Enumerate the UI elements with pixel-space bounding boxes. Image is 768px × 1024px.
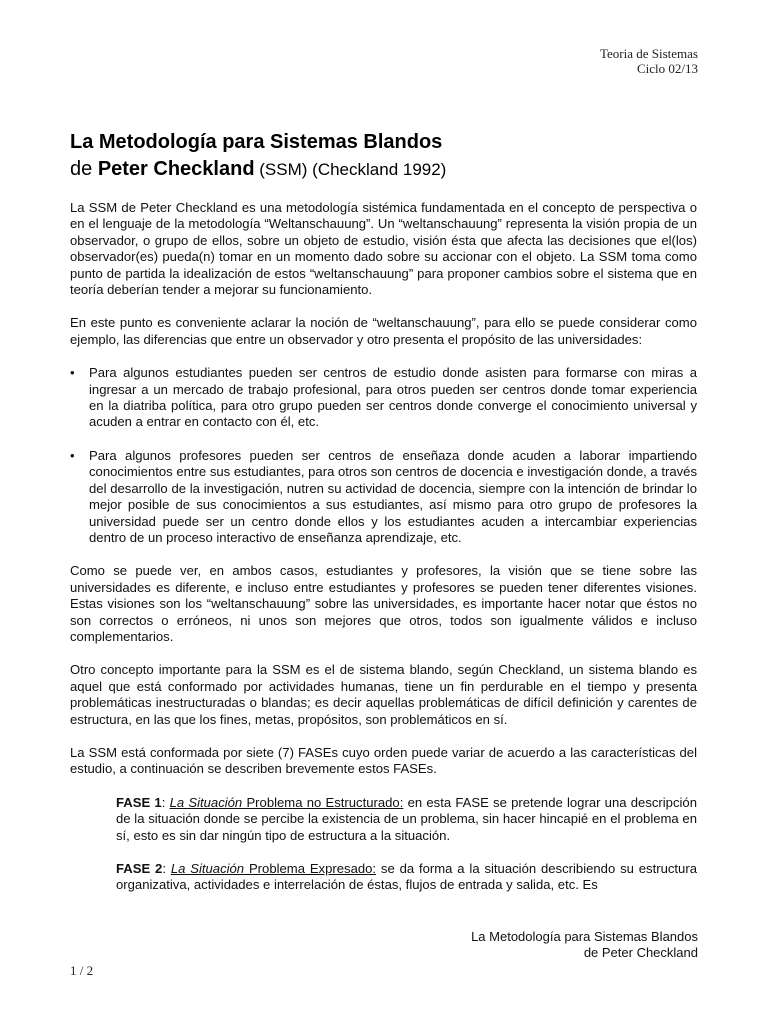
phase-name: Problema no Estructurado: — [242, 794, 404, 810]
phase-label: FASE 1 — [116, 794, 162, 810]
footer-title-line2: de Peter Checkland — [583, 945, 698, 960]
running-header — [600, 46, 698, 76]
title-subline — [70, 156, 710, 183]
phase-text: se da forma a la situación describiendo su estructura organizativa, actividades e interrelación de éstas, flujos de entrada y salida, etc. Es — [116, 861, 697, 893]
bullet-icon: • — [70, 447, 75, 463]
running-footer — [471, 929, 698, 961]
phase-separator: : — [161, 794, 170, 810]
document-title — [70, 129, 710, 183]
phase-separator: : — [162, 861, 171, 876]
title-suffix: (SSM) (Checkland 1992) — [254, 160, 447, 179]
paragraph: La SSM está conformada por siete (7) FASEs cuyo orden puede variar de acuerdo a las características del estudio, a continuación se describen brevemente estos FASEs. — [70, 744, 697, 777]
phase-2 — [70, 861, 697, 894]
paragraph: Como se puede ver, en ambos casos, estudiantes y profesores, la visión que se tiene sobre las universidades es diferente, e incluso entre estudiantes y profesores se pueden tener diferentes visiones. Estas visiones son los “weltanschauung” sobre las universidades, es importante hacer notar que éstos no son correctos o erróneos, ni unos son mejores que otros, todos son igualmente válidos e incluso complementarios. — [70, 563, 697, 644]
list-item — [70, 365, 697, 431]
phase-name: Problema Expresado: — [244, 861, 377, 876]
page-number: 1 / 2 — [70, 963, 94, 978]
list-item-text: Para algunos estudiantes pueden ser centros de estudio donde asisten para formarse con miras a ingresar a un mercado de trabajo profesional, para otros pueden ser centros donde tomar experiencia en la diatriba política, para otro grupo pueden ser centros donde converge el conocimiento universal y acuden a entrar en contacto con él, etc. — [89, 365, 697, 430]
phase-situation: La Situación — [170, 861, 245, 876]
course-name: Teoria de Sistemas — [599, 46, 698, 61]
phase-1 — [70, 795, 697, 844]
paragraph: En este punto es conveniente aclarar la noción de “weltanschauung”, para ello se puede considerar como ejemplo, las diferencias que entre un observador y otro presenta el propósito de las universidades: — [70, 315, 697, 347]
document-body — [70, 200, 697, 911]
phase-text: en esta FASE se pretende lograr una descripción de la situación donde se percibe la existencia de un problema, sin hacer hincapié en el problema en sí, esto es sin dar ningún tipo de estructura a la situación. — [116, 794, 697, 843]
title-main: La Metodología para Sistemas Blandos — [70, 131, 443, 153]
phase-situation: La Situación — [169, 794, 243, 810]
bullet-list — [70, 365, 697, 546]
course-cycle: Ciclo 02/13 — [636, 61, 698, 76]
footer-title-line1: La Metodología para Sistemas Blandos — [471, 929, 698, 944]
paragraph: Otro concepto importante para la SSM es el de sistema blando, según Checkland, un sistema blando es aquel que está conformado por actividades humanas, tiene un fin perdurable en el tiempo y presenta problemáticas inestructuradas o blandas; es decir aquellas problemáticas de difícil definición y carentes de estructura, en las que los fines, metas, propósitos, son problemáticos en sí. — [70, 662, 697, 727]
list-item — [70, 448, 697, 546]
list-item-text: Para algunos profesores pueden ser centros de enseñaza donde acuden a laborar impartiendo conocimientos entre sus estudiantes, para otros son centros de docencia e investigación donde, a través del desarrollo de la investigación, nutren su actividad de docencia, siempre con la intención de brindar lo mejor posible de sus conocimientos a sus estudiantes, así mismo para otro grupo de profesores la universidad puede ser un centro donde ellos y los estudiantes acuden a intercambiar experiencias dentro de un proceso interactivo de enseñanza aprendizaje, etc. — [89, 447, 697, 545]
paragraph: La SSM de Peter Checkland es una metodología sistémica fundamentada en el concepto de perspectiva o en el lenguaje de la metodología “Weltanschauung”. Un “weltanschauung” representa la visión propia de un observador, o grupo de ellos, sobre un objeto de estudio, visión ésta que afecta las decisiones que el(los) observador(es) pueda(n) tomar en un momento dado sobre su accionar con el objeto. La SSM toma como punto de partida la idealización de estos “weltanschauung” para proponer cambios sobre el sistema que en teoría deberían tender a mejorar su funcionamiento. — [70, 200, 697, 298]
bullet-icon: • — [70, 365, 75, 381]
phase-label: FASE 2 — [116, 861, 163, 876]
title-author: Peter Checkland — [97, 158, 255, 180]
title-de: de — [70, 158, 98, 180]
